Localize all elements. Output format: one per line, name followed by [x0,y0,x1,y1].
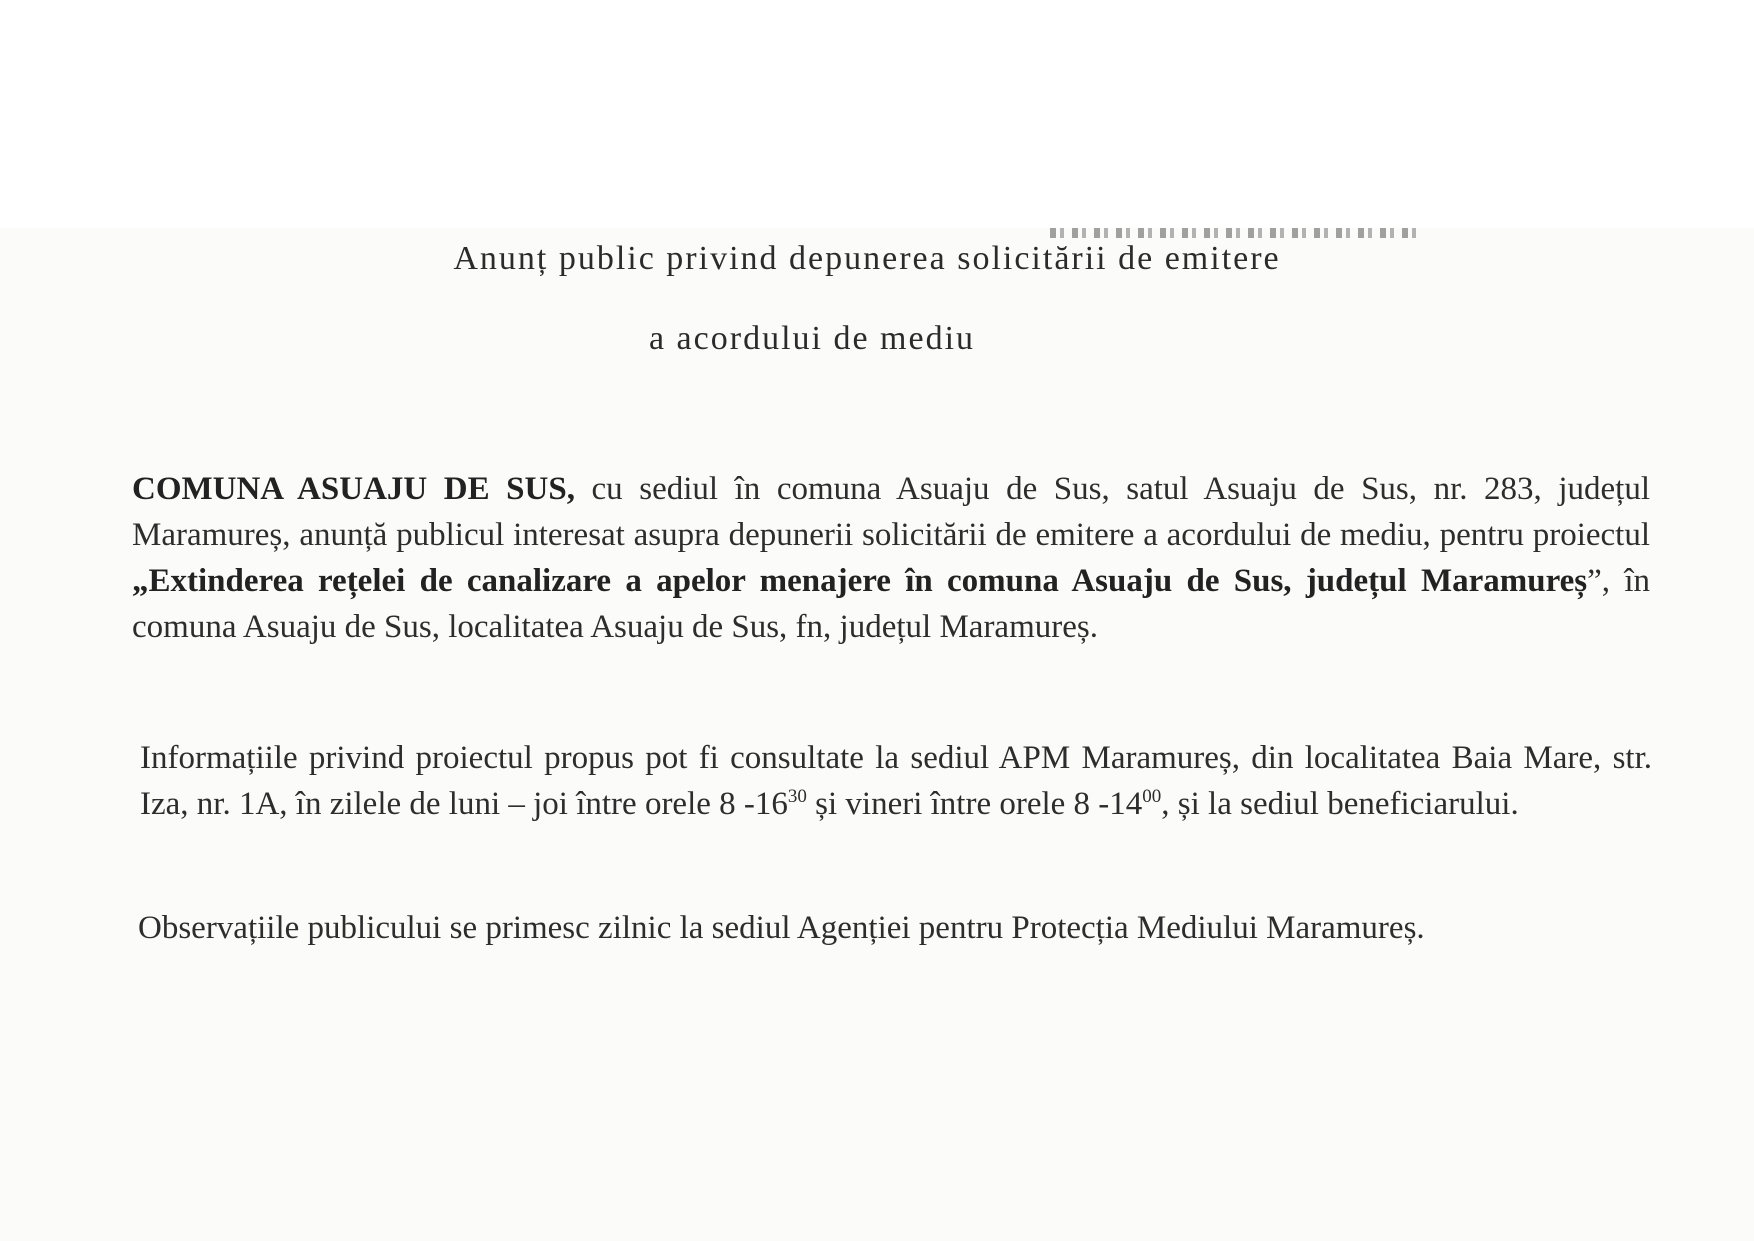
registration-stamp-mark [1050,228,1420,238]
notice-paragraph-observations: Observațiile publicului se primesc zilnic la sediul Agenției pentru Protecția Mediului Maramureș. [138,910,1425,946]
notice-title-line-1: Anunț public privind depunerea solicitării de emitere [453,240,1281,277]
applicant-name: COMUNA ASUAJU DE SUS, [132,471,575,507]
weekday-closing-minutes: 30 [787,786,807,807]
project-location: ”, în comuna Asuaju de Sus, localitatea Asuaju de Sus, fn, județul Maramureș. [132,563,1650,645]
consultation-text-b: și vineri între orele 8 -14 [806,786,1143,822]
notice-title-line-2: a acordului de mediu [648,320,976,357]
applicant-details: cu sediul în comuna Asuaju de Sus, satul Asuaju de Sus, nr. 283, județul Maramureș, anunță publicul interesat asupra depunerii solicitării de emitere a acordului de mediu, pentru proiectul [132,471,1651,553]
consultation-text-a: Informațiile privind proiectul propus pot fi consultate la sediul APM Maramureș, din localitatea Baia Mare, str. Iza, nr. 1A, în zilele de luni – joi între orele 8 -16 [140,740,1652,822]
consultation-text-c: , și la sediul beneficiarului. [1161,786,1519,822]
notice-paragraph-applicant [132,466,1650,650]
notice-paragraph-consultation [140,735,1652,827]
friday-closing-minutes: 00 [1142,786,1162,807]
project-name: „Extinderea rețelei de canalizare a apelor menajere în comuna Asuaju de Sus, județul Maramureș [132,563,1588,599]
